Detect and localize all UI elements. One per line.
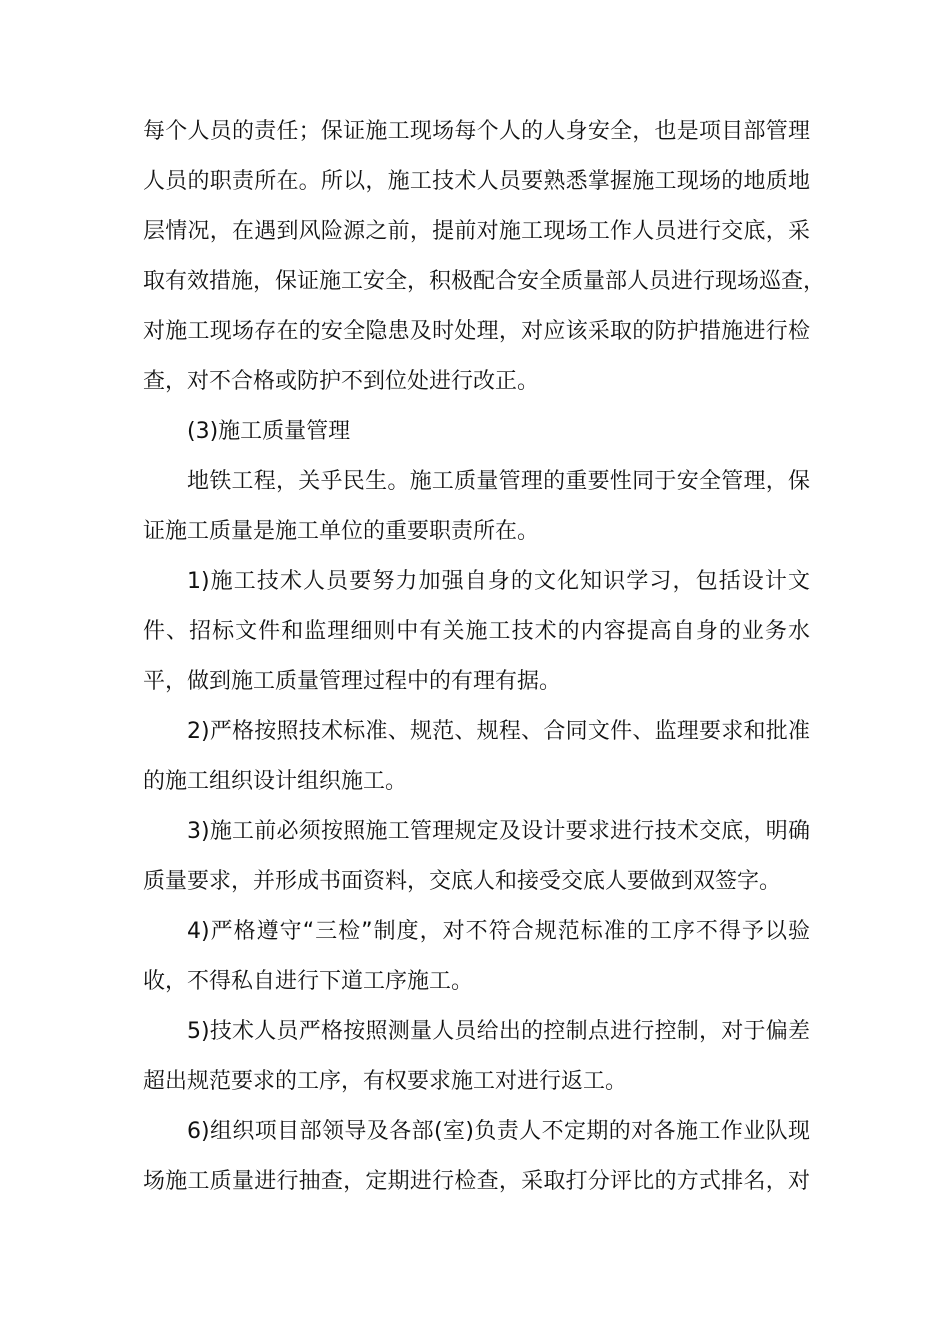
- list-item-line: 5)技术人员严格按照测量人员给出的控制点进行控制，对于偏差: [187, 1019, 810, 1044]
- list-item-line: 质量要求，并形成书面资料，交底人和接受交底人要做到双签字。: [143, 869, 782, 894]
- list-item-line: 6)组织项目部领导及各部(室)负责人不定期的对各施工作业队现: [187, 1119, 810, 1144]
- paragraph-line: 层情况，在遇到风险源之前，提前对施工现场工作人员进行交底，采: [143, 219, 810, 244]
- paragraph-line: 每个人员的责任；保证施工现场每个人的人身安全，也是项目部管理: [143, 119, 810, 144]
- paragraph-line: 人员的职责所在。所以，施工技术人员要熟悉掌握施工现场的地质地: [143, 169, 810, 194]
- list-item-line: 场施工质量进行抽查，定期进行检查，采取打分评比的方式排名，对: [143, 1169, 810, 1194]
- list-item-line: 2)严格按照技术标准、规范、规程、合同文件、监理要求和批准: [187, 719, 810, 744]
- paragraph-line: 取有效措施，保证施工安全，积极配合安全质量部人员进行现场巡查，: [143, 269, 826, 294]
- paragraph-line: 证施工质量是施工单位的重要职责所在。: [143, 519, 540, 544]
- list-item-line: 收，不得私自进行下道工序施工。: [143, 969, 474, 994]
- list-item-line: 超出规范要求的工序，有权要求施工对进行返工。: [143, 1069, 628, 1094]
- section-heading: (3)施工质量管理: [187, 419, 351, 444]
- paragraph-line: 地铁工程，关乎民生。施工质量管理的重要性同于安全管理，保: [187, 469, 810, 494]
- list-item-line: 4)严格遵守“三检”制度，对不符合规范标准的工序不得予以验: [187, 919, 810, 944]
- list-item-line: 平，做到施工质量管理过程中的有理有据。: [143, 669, 562, 694]
- list-item-line: 件、招标文件和监理细则中有关施工技术的内容提高自身的业务水: [143, 619, 810, 644]
- paragraph-line: 查，对不合格或防护不到位处进行改正。: [143, 369, 540, 394]
- paragraph-line: 对施工现场存在的安全隐患及时处理，对应该采取的防护措施进行检: [143, 319, 810, 344]
- list-item-line: 的施工组织设计组织施工。: [143, 769, 408, 794]
- list-item-line: 1)施工技术人员要努力加强自身的文化知识学习，包括设计文: [187, 569, 810, 594]
- list-item-line: 3)施工前必须按照施工管理规定及设计要求进行技术交底，明确: [187, 819, 810, 844]
